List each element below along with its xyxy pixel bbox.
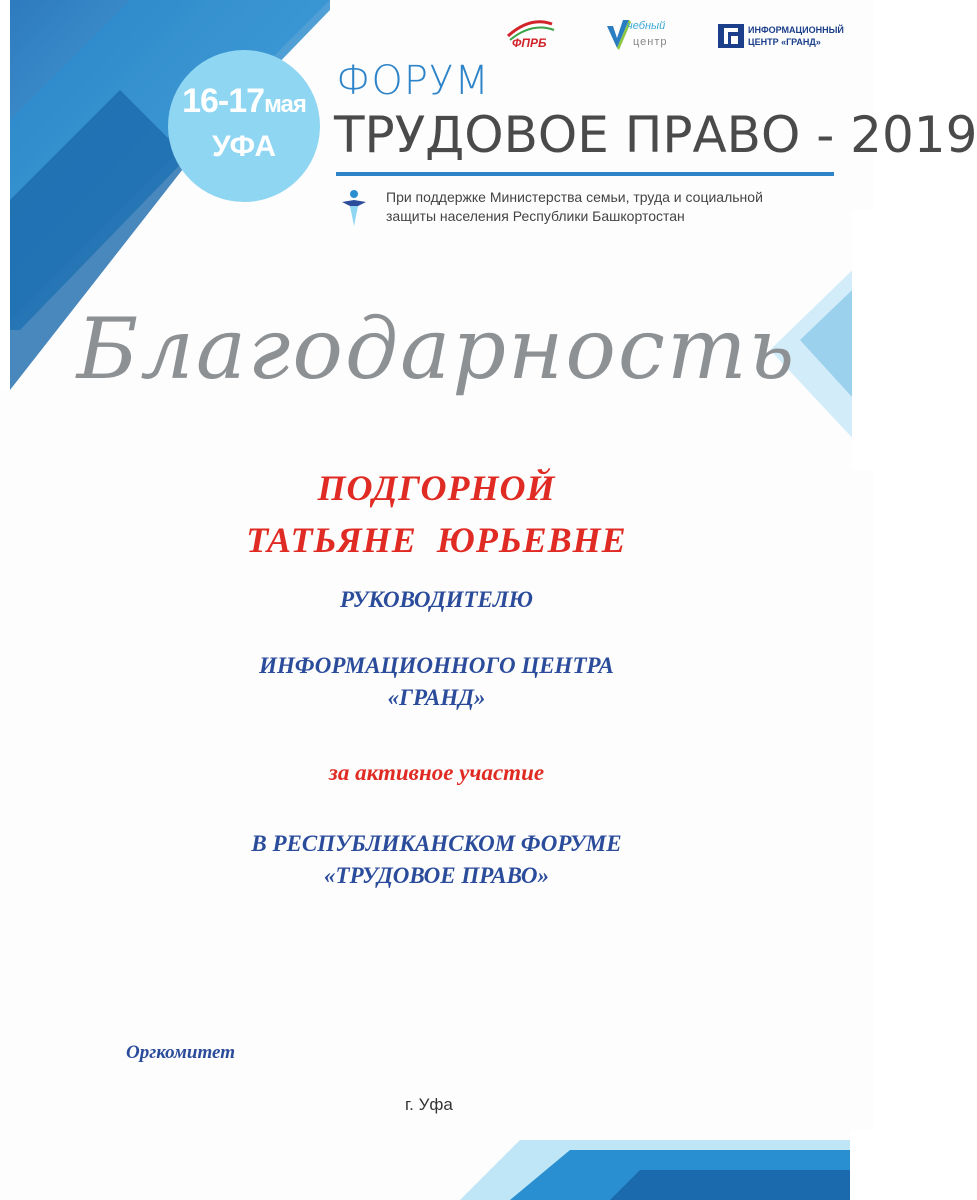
partner-logos [500, 14, 844, 58]
date-city: УФА [211, 130, 277, 163]
fprb-logo-text: ФПРБ [512, 36, 547, 50]
date-badge [168, 50, 320, 202]
training-center-logo-line1: чебный [627, 20, 666, 32]
issue-city: г. Уфа [405, 1095, 453, 1114]
recipient-name [0, 462, 873, 566]
ministry-support-text: При поддержке Министерства семьи, труда и социальной защиты населения Республики Башкортостан [386, 189, 763, 224]
training-center-logo [605, 14, 685, 58]
signatory: Оргкомитет [126, 1042, 235, 1063]
grand-logo [718, 14, 844, 58]
recipient-surname: ПОДГОРНОЙ [317, 468, 556, 508]
event-line1: В РЕСПУБЛИКАНСКОМ ФОРУМЕ [251, 831, 622, 856]
bottom-decoration [460, 1130, 873, 1200]
recipient-given-names: ТАТЬЯНЕ ЮРЬЕВНЕ [246, 520, 627, 560]
organization-line2: «ГРАНД» [387, 685, 486, 710]
fprb-logo [500, 14, 560, 58]
event-line2: «ТРУДОВОЕ ПРАВО» [324, 863, 549, 888]
date-days [168, 82, 320, 121]
forum-label: ФОРУМ [336, 58, 490, 104]
training-center-logo-line2: центр [633, 36, 668, 48]
recipient-organization [0, 650, 873, 714]
award-reason: за активное участие [328, 760, 545, 785]
organization-line1: ИНФОРМАЦИОННОГО ЦЕНТРА [259, 653, 614, 678]
date-days-value: 16-17 [182, 82, 265, 120]
grand-logo-text: ИНФОРМАЦИОННЫЙ ЦЕНТР «ГРАНД» [748, 25, 844, 47]
event-name [0, 828, 873, 892]
title-divider [336, 172, 834, 176]
grand-emblem-icon [718, 24, 744, 48]
ministry-emblem-icon [338, 188, 370, 228]
forum-title: ТРУДОВОЕ ПРАВО - 2019 [334, 106, 977, 164]
certificate-heading: Благодарность [76, 300, 797, 398]
date-month: мая [264, 91, 306, 118]
recipient-position: РУКОВОДИТЕЛЮ [340, 587, 533, 612]
